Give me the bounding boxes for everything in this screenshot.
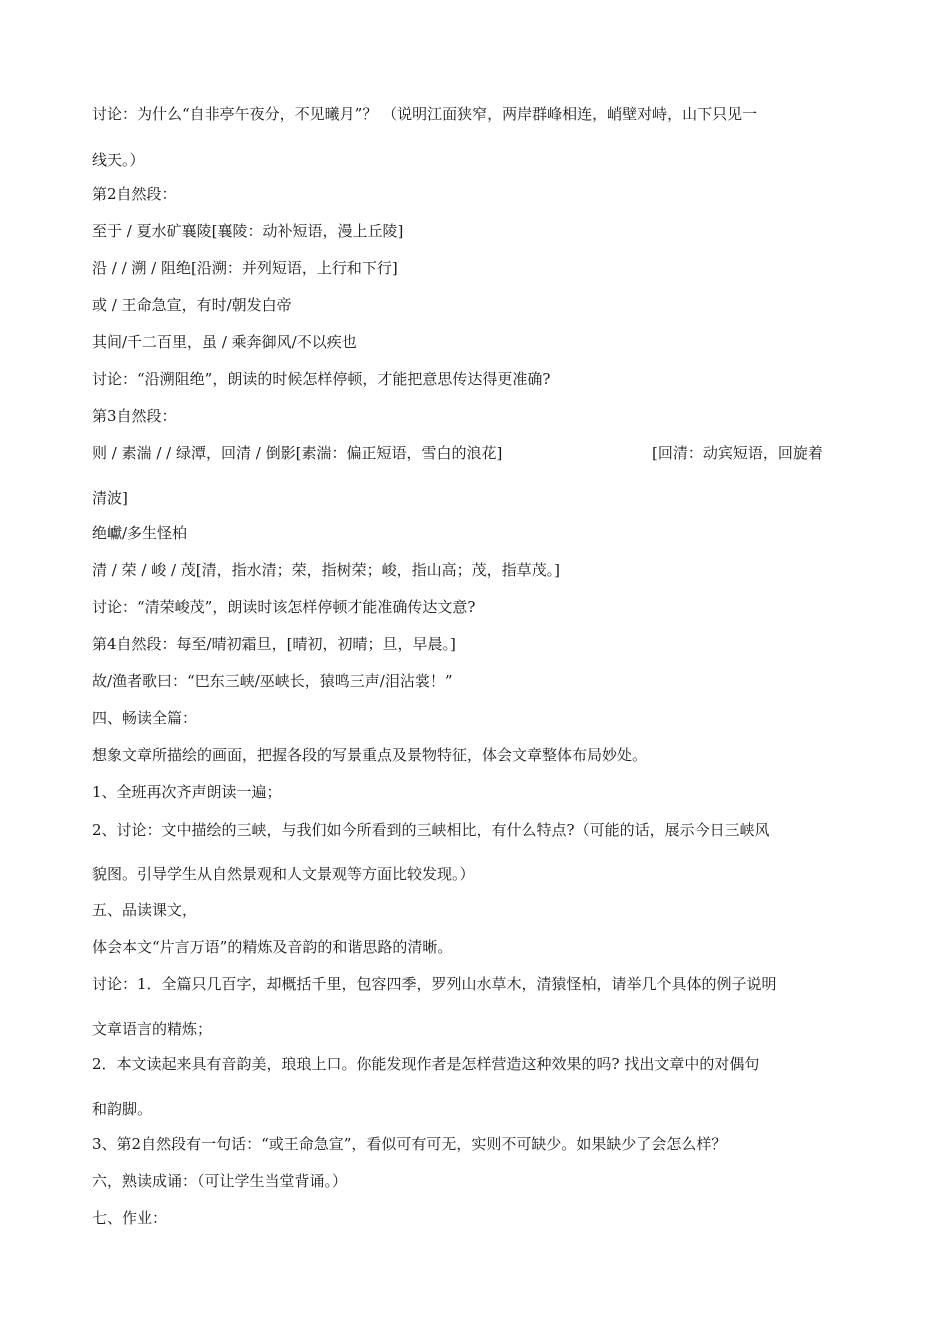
text-line: 线天。） xyxy=(92,151,145,169)
section-heading: 六，熟读成诵：（可让学生当堂背诵。） xyxy=(92,1172,348,1190)
inline-note: [回清：动宾短语，回旋着 xyxy=(652,444,823,462)
section-heading: 四、畅读全篇： xyxy=(92,709,198,727)
text-line: 讨论：1．全篇只几百字，却概括千里，包容四季，罗列山水草木，清猿怪柏，请举几个具体的例子说明 xyxy=(92,975,777,993)
section-heading: 第4自然段：每至/晴初霜旦，[晴初，初晴；旦，早晨。] xyxy=(92,635,456,653)
section-heading: 五、品读课文， xyxy=(92,901,198,919)
text-line: 讨论：为什么“自非亭午夜分，不见曦月”？ （说明江面狭窄，两岸群峰相连，峭壁对峙，山下只见一 xyxy=(92,105,758,123)
text-line: 讨论：“沿溯阻绝”，朗读的时候怎样停顿，才能把意思传达得更准确? xyxy=(92,370,551,388)
text-line: 和韵脚。 xyxy=(92,1100,153,1118)
text-line: 至于 / 夏水矿襄陵[襄陵：动补短语，漫上丘陵] xyxy=(92,222,404,240)
text-line: 沿 / / 溯 / 阻绝[沿溯：并列短语，上行和下行] xyxy=(92,259,398,277)
text-line: 讨论：“清荣峻茂”，朗读时该怎样停顿才能准确传达文意? xyxy=(92,598,476,616)
text-line: 则 / 素湍 / / 绿潭，回清 / 倒影[素湍：偏正短语，雪白的浪花] xyxy=(92,444,503,462)
text-line: 想象文章所描绘的画面，把握各段的写景重点及景物特征，体会文章整体布局妙处。 xyxy=(92,746,648,764)
text-line: 2、讨论：文中描绘的三峡，与我们如今所看到的三峡相比，有什么特点?（可能的话，展示今日三峡风 xyxy=(92,821,770,839)
text-line: 绝巘/多生怪柏 xyxy=(92,524,188,542)
text-line: 清 / 荣 / 峻 / 茂[清，指水清；荣，指树荣；峻，指山高；茂，指草茂。] xyxy=(92,561,560,579)
text-line: 貌图。引导学生从自然景观和人文景观等方面比较发现。） xyxy=(92,865,475,883)
section-heading: 七、作业： xyxy=(92,1209,168,1227)
text-line: 体会本文“片言万语”的精炼及音韵的和谐思路的清晰。 xyxy=(92,938,453,956)
section-heading: 第2自然段： xyxy=(92,185,177,203)
section-heading: 第3自然段： xyxy=(92,407,177,425)
text-line: 其间/千二百里，虽 / 乘奔御风/不以疾也 xyxy=(92,333,357,351)
text-line: 3、第2自然段有一句话：“或王命急宣”，看似可有可无，实则不可缺少。如果缺少了会怎么样？ xyxy=(92,1135,727,1153)
text-line: 文章语言的精炼； xyxy=(92,1020,213,1038)
text-line: 清波] xyxy=(92,489,128,507)
text-line: 故/渔者歌曰：“巴东三峡/巫峡长，猿鸣三声/泪沾裳！” xyxy=(92,672,453,690)
text-line: 1、全班再次齐声朗读一遍； xyxy=(92,783,282,801)
text-line: 或 / 王命急宣，有时/朝发白帝 xyxy=(92,296,292,314)
text-line: 2．本文读起来具有音韵美，琅琅上口。你能发现作者是怎样营造这种效果的吗? 找出文章中的对偶句 xyxy=(92,1055,760,1073)
